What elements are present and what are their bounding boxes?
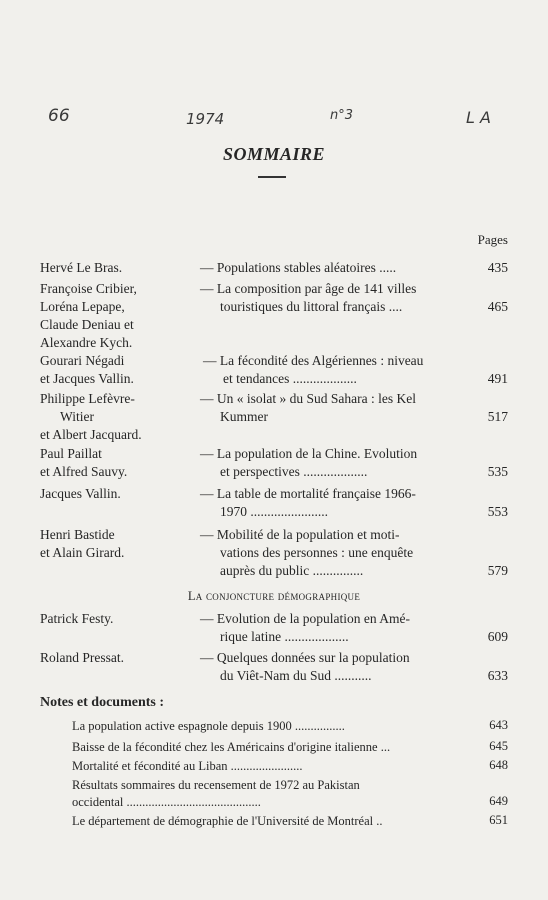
title-line: — Populations stables aléatoires .....: [200, 260, 397, 275]
handwritten-letters: L A: [466, 108, 491, 127]
title-line: — La composition par âge de 141 villes: [200, 281, 417, 296]
toc-entry-authors: [40, 445, 200, 481]
author-line: Loréna Lepape,: [40, 299, 125, 314]
section-heading-conjoncture: La conjoncture démographique: [187, 589, 361, 603]
toc-entry-title: [200, 390, 462, 426]
author-line: et Alain Girard.: [40, 545, 125, 560]
author-line: Claude Deniau et: [40, 317, 134, 332]
title-line: auprès du public ...............: [220, 563, 364, 578]
toc-entry-title: [200, 649, 462, 685]
toc-entry-authors: [40, 280, 200, 352]
pages-column-label: Pages: [477, 232, 508, 247]
title-rule: [258, 176, 286, 178]
toc-entry-page: 535: [487, 464, 508, 479]
toc-entry-title: [200, 485, 462, 521]
note-page-4: 649: [489, 794, 508, 808]
title-line: vations des personnes : une enquête: [220, 545, 414, 560]
toc-entry-authors: [40, 649, 200, 667]
handwritten-issue: n°3: [330, 108, 354, 123]
note-line: occidental ...........................................: [72, 795, 261, 809]
note-line: Mortalité et fécondité au Liban .......................: [72, 759, 303, 773]
author-line: et Jacques Vallin.: [40, 371, 134, 386]
page-title: SOMMAIRE: [222, 144, 326, 164]
author-line: Alexandre Kych.: [40, 335, 133, 350]
note-line: La population active espagnole depuis 1900 ................: [72, 719, 345, 733]
author-line: Jacques Vallin.: [40, 486, 121, 501]
title-line: Kummer: [220, 409, 268, 424]
note-line: Le département de démographie de l'Université de Montréal ..: [72, 814, 383, 828]
toc-entry-title: [200, 259, 462, 277]
title-line: — Un « isolat » du Sud Sahara : les Kel: [200, 391, 416, 406]
author-line: Henri Bastide: [40, 527, 115, 542]
title-line: du Viêt-Nam du Sud ...........: [220, 668, 372, 683]
toc-entry-title: [203, 352, 465, 388]
toc-entry-authors: [40, 352, 200, 388]
author-line: Witier: [60, 409, 94, 424]
toc-entry-page: 633: [487, 668, 508, 683]
title-line: touristiques du littoral français ....: [220, 299, 403, 314]
title-line: — La population de la Chine. Evolution: [200, 446, 418, 461]
title-line: — Evolution de la population en Amé-: [200, 611, 410, 626]
handwritten-year: 1974: [186, 110, 225, 128]
toc-entry-page: 491: [487, 371, 508, 386]
toc-entry-authors: [40, 610, 200, 628]
author-line: Philippe Lefèvre-: [40, 391, 135, 406]
toc-entry-authors: [40, 390, 200, 444]
note-line: Baisse de la fécondité chez les Américains d'origine italienne ...: [72, 740, 391, 754]
title-line: 1970 .......................: [220, 504, 328, 519]
handwritten-number: 66: [48, 106, 70, 126]
title-line: et perspectives ...................: [220, 464, 368, 479]
toc-entry-page: 465: [487, 299, 508, 314]
title-line: — Quelques données sur la population: [200, 650, 410, 665]
author-line: Françoise Cribier,: [40, 281, 137, 296]
toc-entry-authors: [40, 485, 200, 503]
note-item-3: [72, 758, 472, 775]
toc-entry-title: [200, 445, 462, 481]
note-page-2: 645: [489, 739, 508, 753]
toc-entry-authors: [40, 259, 200, 277]
author-line: Patrick Festy.: [40, 611, 114, 626]
author-line: Paul Paillat: [40, 446, 102, 461]
toc-entry-title: [200, 526, 462, 580]
title-line: rique latine ...................: [220, 629, 349, 644]
author-line: et Albert Jacquard.: [40, 427, 142, 442]
toc-entry-page: 553: [487, 504, 508, 519]
toc-entry-page: 435: [487, 260, 508, 275]
note-line: Résultats sommaires du recensement de 1972 au Pakistan: [72, 778, 360, 792]
title-line: — La fécondité des Algériennes : niveau: [203, 353, 424, 368]
note-page-1: 643: [489, 718, 508, 732]
author-line: Hervé Le Bras.: [40, 260, 123, 275]
toc-entry-page: 609: [487, 629, 508, 644]
notes-heading: Notes et documents :: [40, 695, 165, 710]
toc-entry-page: 579: [487, 563, 508, 578]
note-page-3: 648: [489, 758, 508, 772]
title-line: — Mobilité de la population et moti-: [200, 527, 400, 542]
title-line: — La table de mortalité française 1966-: [200, 486, 416, 501]
toc-entry-title: [200, 610, 462, 646]
note-page-5: 651: [489, 813, 508, 827]
note-item-1: [72, 718, 472, 735]
author-line: Roland Pressat.: [40, 650, 124, 665]
author-line: Gourari Négadi: [40, 353, 125, 368]
note-item-4: [72, 777, 472, 811]
toc-entry-authors: [40, 526, 200, 562]
toc-entry-title: [200, 280, 462, 316]
note-item-5: [72, 813, 472, 830]
toc-entry-page: 517: [487, 409, 508, 424]
note-item-2: [72, 739, 472, 756]
title-line: et tendances ...................: [223, 371, 357, 386]
author-line: et Alfred Sauvy.: [40, 464, 128, 479]
